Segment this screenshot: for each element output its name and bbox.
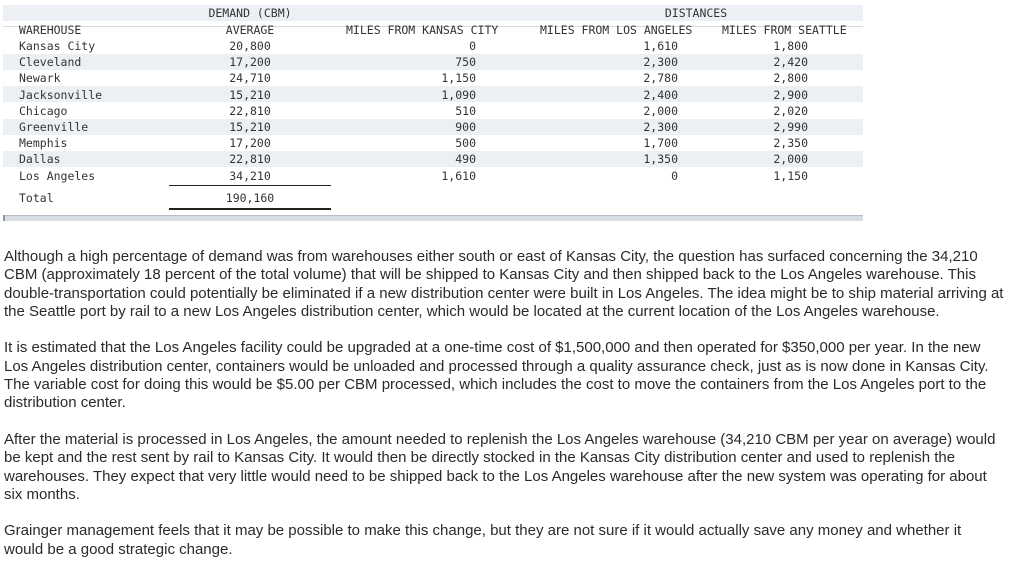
cell-average: 22,810 xyxy=(229,103,271,118)
cell-miles-los-angeles: 1,700 xyxy=(643,136,678,151)
cell-miles-los-angeles: 2,300 xyxy=(643,55,678,70)
cell-warehouse: Dallas xyxy=(19,152,61,167)
cell-miles-los-angeles: 2,400 xyxy=(643,87,678,102)
cell-warehouse: Cleveland xyxy=(19,55,82,70)
cell-miles-kansas-city: 490 xyxy=(455,152,476,167)
cell-miles-seattle: 2,000 xyxy=(773,152,808,167)
cell-miles-kansas-city: 1,150 xyxy=(441,71,476,86)
cell-average: 20,800 xyxy=(229,39,271,53)
total-label: Total xyxy=(19,191,54,205)
paragraph-4: Grainger management feels that it may be possible to make this change, but they are not sure if it would actually save any money and whether it would be a good strategic change. xyxy=(4,522,962,558)
cell-average: 24,710 xyxy=(229,71,271,86)
cell-miles-kansas-city: 750 xyxy=(455,55,476,70)
header-warehouse: WAREHOUSE xyxy=(19,23,82,37)
cell-miles-kansas-city: 500 xyxy=(455,136,476,151)
cell-miles-los-angeles: 2,000 xyxy=(643,103,678,118)
cell-miles-kansas-city: 900 xyxy=(455,120,476,134)
cell-average: 17,200 xyxy=(229,136,271,151)
table-bottom-bar-edge xyxy=(3,215,5,221)
cell-warehouse: Los Angeles xyxy=(19,168,96,183)
total-average: 190,160 xyxy=(225,191,275,205)
cell-miles-los-angeles: 1,610 xyxy=(643,39,678,53)
cell-miles-seattle: 2,350 xyxy=(773,136,808,151)
cell-average: 22,810 xyxy=(229,152,271,167)
header-average: AVERAGE xyxy=(225,23,275,37)
cell-miles-seattle: 1,150 xyxy=(773,168,808,183)
total-rule-top xyxy=(169,185,331,186)
header-distances: DISTANCES xyxy=(664,6,728,20)
header-miles-kansas-city: MILES FROM KANSAS CITY xyxy=(346,23,499,37)
header-miles-los-angeles: MILES FROM LOS ANGELES xyxy=(540,23,693,37)
cell-miles-seattle: 2,420 xyxy=(773,55,808,70)
cell-miles-los-angeles: 0 xyxy=(671,168,678,183)
cell-average: 15,210 xyxy=(229,87,271,102)
cell-average: 34,210 xyxy=(229,168,271,183)
warehouse-table xyxy=(3,5,863,223)
cell-warehouse: Jacksonville xyxy=(19,87,103,102)
cell-warehouse: Newark xyxy=(19,71,61,86)
cell-miles-seattle: 2,990 xyxy=(773,120,808,134)
cell-warehouse: Chicago xyxy=(19,103,68,118)
table-bottom-bar xyxy=(3,215,863,221)
cell-miles-los-angeles: 2,300 xyxy=(643,120,678,134)
cell-average: 17,200 xyxy=(229,55,271,70)
cell-miles-seattle: 2,020 xyxy=(773,103,808,118)
paragraph-3: After the material is processed in Los Angeles, the amount needed to replenish the Los Angeles warehouse (34,210 CBM per year on average) would be kept and the rest sent by rail to Kansas City. It would then be directly stocked in the Kansas City distribution center and used to replenish the warehouses. They expect that very little would need to be shipped back to the Los Angeles warehouse after the new system was operating for about six months. xyxy=(4,430,996,503)
cell-miles-kansas-city: 510 xyxy=(455,103,476,118)
cell-miles-kansas-city: 0 xyxy=(469,39,476,53)
cell-warehouse: Memphis xyxy=(19,136,68,151)
total-rule-bottom xyxy=(169,208,331,210)
header-demand: DEMAND (CBM) xyxy=(208,6,292,20)
header-miles-seattle: MILES FROM SEATTLE xyxy=(722,23,847,37)
cell-miles-seattle: 2,800 xyxy=(773,71,808,86)
cell-warehouse: Kansas City xyxy=(19,39,96,53)
cell-miles-kansas-city: 1,610 xyxy=(441,168,476,183)
cell-average: 15,210 xyxy=(229,120,271,134)
paragraph-1: Although a high percentage of demand was from warehouses either south or east of Kansas City, the question has surfaced concerning the 34,210 CBM (approximately 18 percent of the total volume) that will be shipped to Kansas City and then shipped back to the Los Angeles warehouse. This double-transportation could potentially be eliminated if a new distribution center were built in Los Angeles. The idea might be to ship material arriving at the Seattle port by rail to a new Los Angeles distribution center, which would be located at the current location of the Los Angeles warehouse. xyxy=(4,248,1004,320)
paragraph-2: It is estimated that the Los Angeles facility could be upgraded at a one-time cost of $1,500,000 and then operated for $350,000 per year. In the new Los Angeles distribution center, containers would be unloaded and processed through a quality assurance check, just as is now done in Kansas City. The variable cost for doing this would be $5.00 per CBM processed, which includes the cost to move the containers from the Los Angeles port to the distribution center. xyxy=(4,339,989,412)
cell-miles-kansas-city: 1,090 xyxy=(441,87,476,102)
cell-miles-los-angeles: 1,350 xyxy=(643,152,678,167)
cell-miles-seattle: 1,800 xyxy=(773,39,808,53)
cell-miles-los-angeles: 2,780 xyxy=(643,71,678,86)
cell-warehouse: Greenville xyxy=(19,120,89,134)
case-text xyxy=(4,248,1004,577)
cell-miles-seattle: 2,900 xyxy=(773,87,808,102)
